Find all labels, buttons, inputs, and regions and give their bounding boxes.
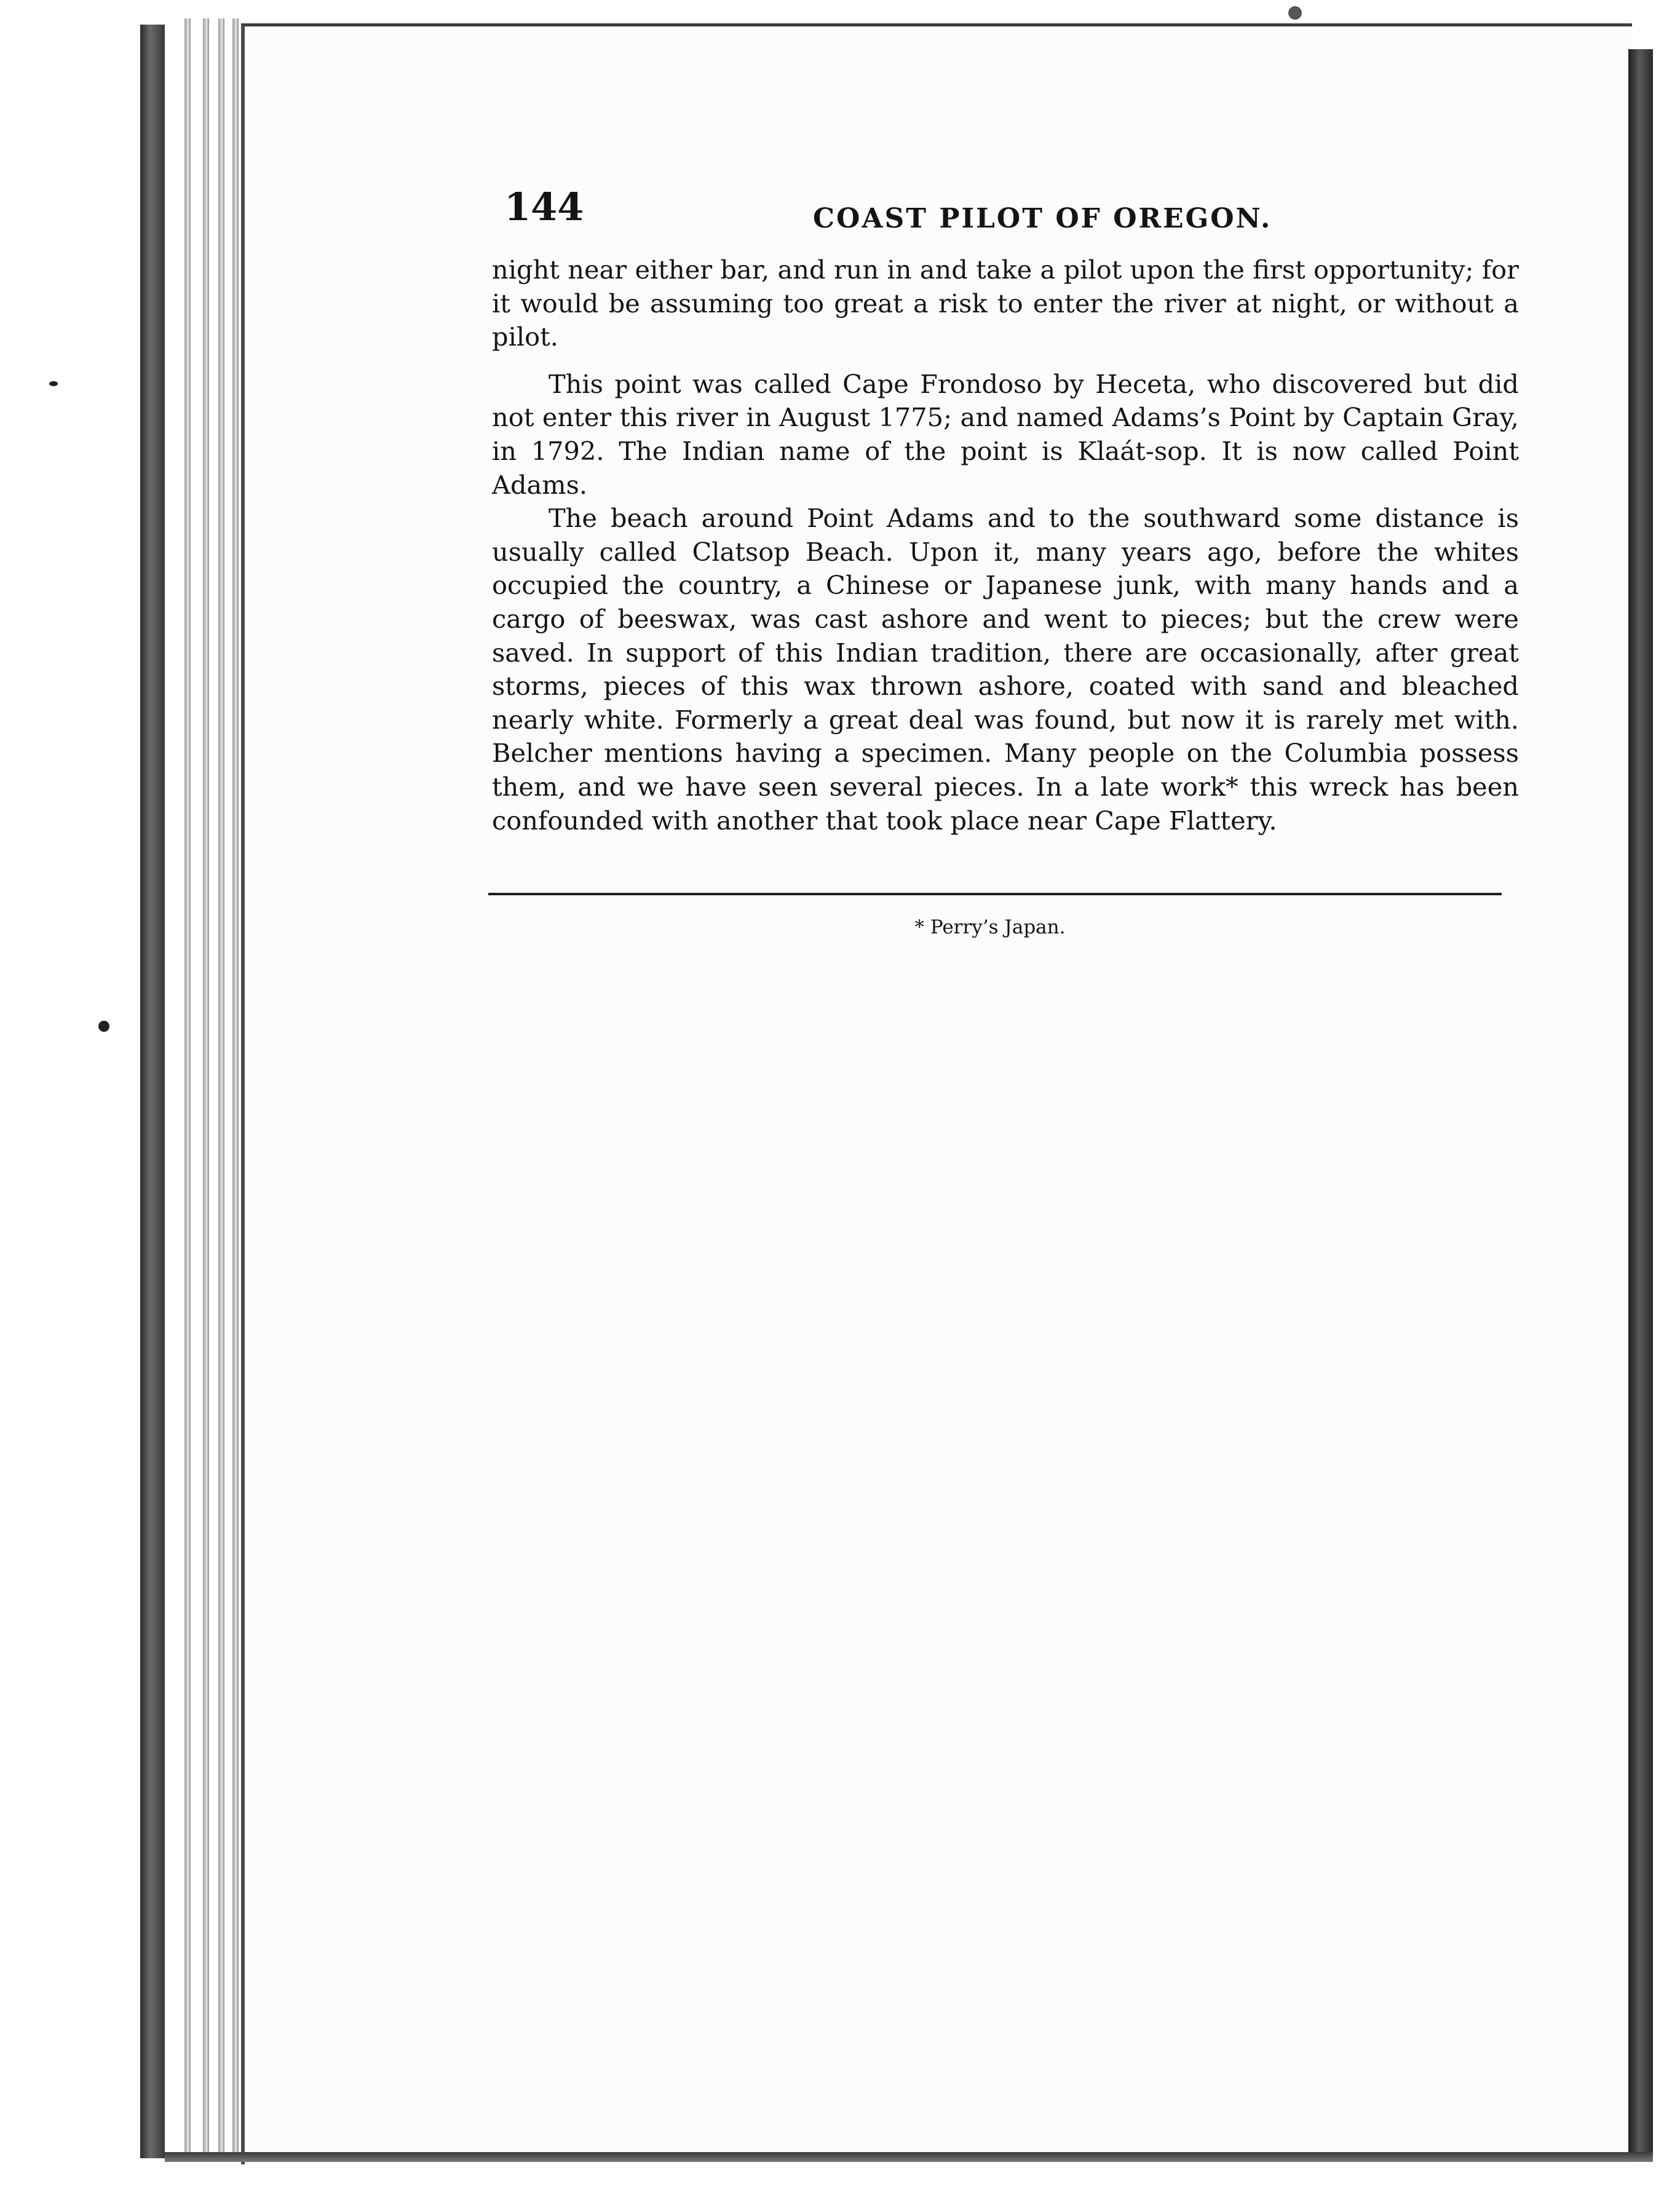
scan-speck [49, 381, 58, 386]
running-head: COAST PILOT OF OREGON. [813, 203, 1272, 234]
page-stack-edge [184, 18, 191, 2158]
page-stack-edge [218, 18, 224, 2158]
scan-speck [1288, 6, 1302, 20]
paragraph: night near either bar, and run in and take a pilot upon the first opportunity; for it would be assuming too great a risk to enter the river at night, or without a pilot. [492, 255, 1519, 352]
bottom-page-edge [165, 2152, 1653, 2162]
book-spine-shadow [140, 25, 165, 2158]
paragraph: The beach around Point Adams and to the southward some distance is usually called Clatsop Beach. Upon it, many years ago, before the whites occupied the country, a Chinese or Japanese junk, with many hands and a cargo of beeswax, was cast ashore and went to pieces; but the crew were saved. In support of this Indian tradition, there are occasionally, after great storms, pieces of this wax thrown ashore, coated with sand and bleached nearly white. Formerly a great deal was found, but now it is rarely met with. Belcher mentions having a specimen. Many people on the Columbia possess them, and we have seen several pieces. In a late work* this wreck has been confounded with another that took place near Cape Flattery. [492, 503, 1519, 836]
footnote-rule [488, 893, 1502, 895]
right-page-edge [1628, 49, 1653, 2152]
page-stack-edge [232, 18, 239, 2158]
footnote: * Perry’s Japan. [914, 916, 1066, 938]
paragraph: This point was called Cape Frondoso by Heceta, who discovered but did not enter this river in August 1775; and named Adams’s Point by Captain Gray, in 1792. The Indian name of the point is Klaát-sop. It is now called Point Adams. [492, 368, 1519, 500]
page-number: 144 [504, 184, 584, 229]
scan-speck [98, 1021, 109, 1032]
page-stack-edge [203, 18, 209, 2158]
body-text [492, 253, 1519, 837]
